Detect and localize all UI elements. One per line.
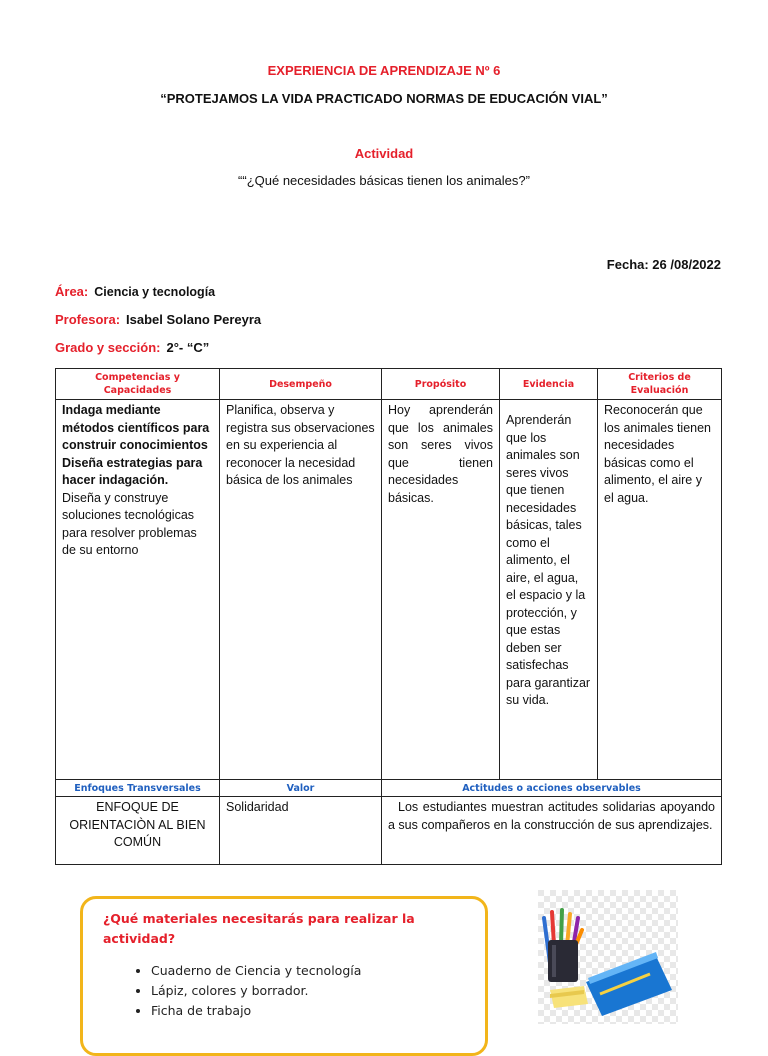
materials-box bbox=[80, 896, 488, 1056]
header-enfoques: Enfoques Transversales bbox=[56, 780, 220, 797]
header-criterios: Criterios de Evaluación bbox=[598, 369, 722, 400]
planning-table bbox=[55, 368, 722, 865]
list-item: • Cuaderno de Ciencia y tecnología bbox=[151, 961, 465, 981]
cell-evidencia: Aprenderán que los animales son seres vivos que tienen necesidades básicas, tales como el alimento, el aire, el agua, el espacio y la protección, y que estas deben ser satisfechas para garantizar su vida. bbox=[500, 400, 598, 780]
list-item: • Lápiz, colores y borrador. bbox=[151, 981, 465, 1001]
teacher-value: Isabel Solano Pereyra bbox=[126, 312, 262, 327]
area-label: Área: bbox=[55, 284, 89, 299]
area-value: Ciencia y tecnología bbox=[94, 285, 216, 299]
header-valor: Valor bbox=[220, 780, 382, 797]
header-evidencia: Evidencia bbox=[500, 369, 598, 400]
materials-question: ¿Qué materiales necesitarás para realizar la actividad? bbox=[103, 911, 415, 946]
cell-enfoque: ENFOQUE DE ORIENTACIÒN AL BIEN COMÚN bbox=[56, 797, 220, 865]
pencil-cup-and-notebook-icon bbox=[538, 890, 678, 1024]
header-proposito: Propósito bbox=[382, 369, 500, 400]
grade-label: Grado y sección: bbox=[55, 340, 161, 355]
cell-actitudes: Los estudiantes muestran actitudes solidarias apoyando a sus compañeros en la construcción de sus aprendizajes. bbox=[382, 797, 722, 865]
grade-value: 2°- “C” bbox=[166, 340, 210, 355]
header-competencias: Competencias y Capacidades bbox=[56, 369, 220, 400]
area-line bbox=[55, 284, 215, 299]
materials-list bbox=[103, 961, 465, 1021]
header-desempeno: Desempeño bbox=[220, 369, 382, 400]
cell-criterios: Reconocerán que los animales tienen necesidades básicas como el alimento, el aire y el agua. bbox=[598, 400, 722, 780]
activity-question: ““¿Qué necesidades básicas tienen los animales?” bbox=[238, 173, 530, 188]
teacher-line bbox=[55, 312, 261, 327]
competencias-secondary: Diseña y construye soluciones tecnológicas para resolver problemas de su entorno bbox=[62, 490, 197, 557]
competencias-main: Indaga mediante métodos científicos para construir conocimientos Diseña estrategias para hacer indagación. bbox=[62, 403, 210, 487]
list-item: • Ficha de trabajo bbox=[151, 1001, 465, 1021]
header-actitudes: Actitudes o acciones observables bbox=[382, 780, 722, 797]
main-title: “PROTEJAMOS LA VIDA PRACTICADO NORMAS DE EDUCACIÓN VIAL” bbox=[160, 91, 608, 106]
activity-label: Actividad bbox=[354, 146, 414, 161]
cell-proposito: Hoy aprenderán que los animales son seres vivos que tienen necesidades básicas. bbox=[382, 400, 500, 780]
date: Fecha: 26 /08/2022 bbox=[606, 257, 721, 272]
cell-desempeno: Planifica, observa y registra sus observaciones en su experiencia al reconocer la necesidad básica de los animales bbox=[220, 400, 382, 780]
cell-competencias bbox=[56, 400, 220, 780]
cell-valor: Solidaridad bbox=[220, 797, 382, 865]
grade-line bbox=[55, 340, 209, 355]
experience-title: EXPERIENCIA DE APRENDIZAJE Nº 6 bbox=[267, 63, 501, 78]
teacher-label: Profesora: bbox=[55, 312, 121, 327]
